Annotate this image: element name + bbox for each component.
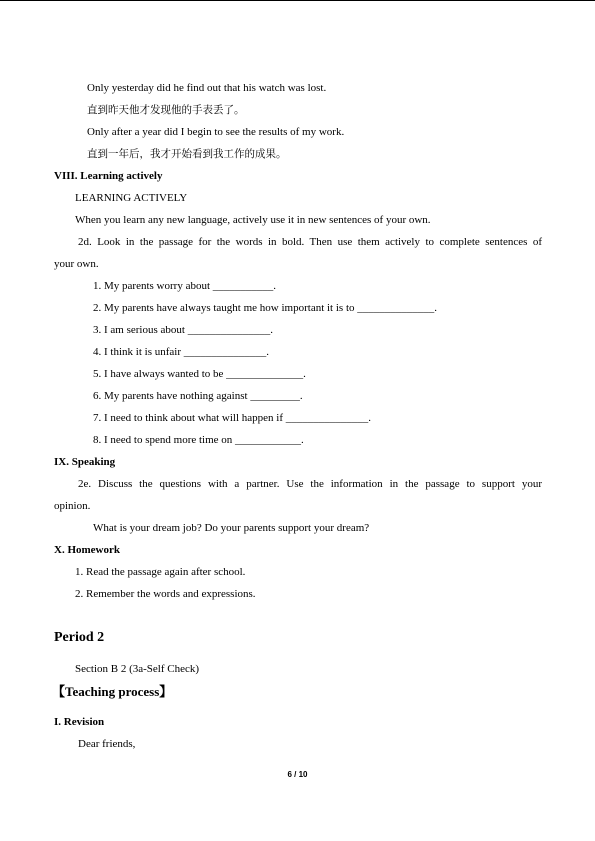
section-8-task-line-2: your own. (54, 258, 99, 270)
section-8-task-line-1: 2d. Look in the passage for the words in bold. Then use them actively to complete sentences of (78, 236, 542, 248)
sentence-item-5: 5. I have always wanted to be ______________. (93, 368, 306, 380)
teaching-process-heading: 【Teaching process】 (52, 684, 173, 699)
example-2-chinese: 直到一年后，我才开始看到我工作的成果。 (87, 148, 287, 160)
sentence-item-1: 1. My parents worry about ___________. (93, 280, 277, 292)
section-9-heading: IX. Speaking (54, 456, 116, 468)
sentence-item-8: 8. I need to spend more time on ____________. (93, 434, 304, 446)
homework-item-2: 2. Remember the words and expressions. (75, 588, 256, 600)
section-9-task-line-1: 2e. Discuss the questions with a partner. Use the information in the passage to support your (78, 478, 542, 490)
example-1-chinese: 直到昨天他才发现他的手表丢了。 (87, 104, 245, 116)
sentence-item-2: 2. My parents have always taught me how important it is to ______________. (93, 302, 438, 314)
section-9-question: What is your dream job? Do your parents support your dream? (93, 522, 370, 534)
section-9-task-line-2: opinion. (54, 500, 91, 512)
sentence-item-7: 7. I need to think about what will happen if _______________. (93, 412, 372, 424)
revision-greeting: Dear friends, (78, 738, 136, 750)
section-8-heading: VIII. Learning actively (54, 170, 163, 182)
example-1-english: Only yesterday did he find out that his watch was lost. (87, 82, 327, 94)
homework-item-1: 1. Read the passage again after school. (75, 566, 246, 578)
section-10-heading: X. Homework (54, 544, 120, 556)
sentence-item-3: 3. I am serious about _______________. (93, 324, 273, 336)
section-8-subheading: LEARNING ACTIVELY (75, 192, 188, 204)
period-2-section: Section B 2 (3a-Self Check) (75, 663, 200, 675)
section-8-intro: When you learn any new language, actively use it in new sentences of your own. (75, 214, 431, 226)
example-2-english: Only after a year did I begin to see the results of my work. (87, 126, 345, 138)
page-number: 6 / 10 (287, 770, 308, 779)
sentence-item-4: 4. I think it is unfair _______________. (93, 346, 269, 358)
sentence-item-6: 6. My parents have nothing against _________. (93, 390, 303, 402)
period-2-title: Period 2 (54, 630, 105, 645)
revision-heading: I. Revision (54, 716, 105, 728)
top-rule (0, 0, 595, 1)
